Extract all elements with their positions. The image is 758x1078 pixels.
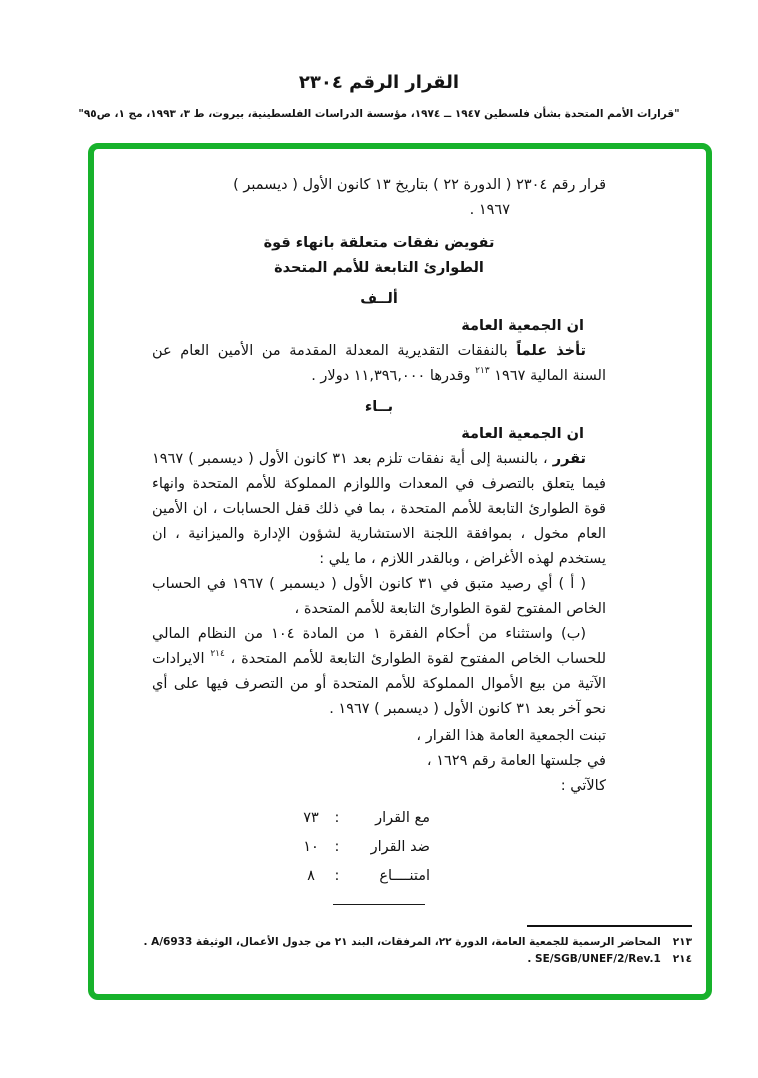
resolution-heading (152, 173, 606, 223)
adoption-line2: في جلستها العامة رقم ١٦٢٩ ، (426, 753, 606, 769)
item-b-text: (ب) واستثناء من أحكام الفقرة ١ من المادة ١٠٤ من النظام المالي للحساب الخاص المفتوح لقوة الطوارئ التابعة للأمم المتحدة ، (152, 626, 607, 667)
footnote-213-text: المحاضر الرسمية للجمعية العامة، الدورة ٢٢، المرفقات، البند ٢١ من جدول الأعمال، الوثيقة A/6933 . (143, 936, 661, 948)
item-b-text-2: الايرادات الآتية من بيع الأموال المملوكة للأمم المتحدة أو من التصرف فيها على أي نحو آخر بعد ٣١ كانون الأول ( ديسمبر ) ١٩٦٧ . (152, 651, 606, 717)
section-a-paragraph (152, 339, 606, 389)
footnote-213 (124, 934, 692, 951)
section-a-label: ألــف (360, 291, 398, 307)
section-a-preamble: ان الجمعية العامة (461, 318, 584, 334)
subject-line2: الطوارئ التابعة للأمم المتحدة (274, 260, 484, 276)
resolution-body (152, 173, 606, 905)
end-of-text-rule (333, 904, 425, 905)
footnote-213-number: ٢١٣ (672, 936, 692, 948)
resolution-border-box (88, 143, 712, 1000)
footnote-separator-rule (527, 925, 692, 927)
footnote-214-number: ٢١٤ (672, 953, 692, 965)
section-a-text: بالنفقات التقديرية المعدلة المقدمة من الأمين العام عن السنة المالية ١٩٦٧ (152, 343, 606, 384)
section-b-label: بــاء (364, 399, 394, 415)
section-b-text: ، بالنسبة إلى أية نفقات تلزم بعد ٣١ كانون الأول ( ديسمبر ) ١٩٦٧ فيما يتعلق بالتصرف في المعدات واللوازم المملوكة للأمم المتحدة وانهاء قوة الطوارئ التابعة للأمم المتحدة ، بما في ذلك قفل الحسابات ، ان الأمين العام مخول ، بموافقة اللجنة الاستشارية لشؤون الإدارة والميزانية ، ان يستخدم لهذه الأغراض ، وبالقدر اللازم ، ما يلي : (152, 451, 606, 567)
section-a-text-2: وقدرها ١١,٣٩٦,٠٠٠ دولار . (311, 368, 476, 384)
vote-row-for (152, 804, 430, 833)
vote-row-abstain (152, 862, 430, 891)
source-citation: "قرارات الأمم المتحدة بشأن فلسطين ١٩٤٧ ــ ١٩٧٤، مؤسسة الدراسات الفلسطينية، بيروت، ط ٣، ١٩٩٣، مج ١، ص٩٥" (78, 108, 680, 120)
adoption-line1: تبنت الجمعية العامة هذا القرار ، (416, 728, 606, 744)
resolution-subject (152, 231, 606, 281)
vote-for-count: ٧٣ (303, 810, 319, 826)
vote-abstain-label: امتنــــاع (379, 868, 430, 884)
footnote-ref-214: ٢١٤ (210, 649, 225, 660)
section-b-item-a: ( أ ) أي رصيد متبق في ٣١ كانون الأول ( ديسمبر ) ١٩٦٧ في الحساب الخاص المفتوح لقوة الطوارئ التابعة للأمم المتحدة ، (152, 576, 606, 617)
resolution-number-title: القرار الرقم ٢٣٠٤ (298, 72, 460, 93)
footnote-214 (124, 951, 692, 968)
adoption-statement (152, 724, 606, 799)
vote-results (152, 804, 606, 891)
section-b-paragraph (152, 447, 606, 572)
footnote-214-text: SE/SGB/UNEF/2/Rev.1 . (527, 953, 661, 965)
vote-against-label: ضد القرار (370, 839, 430, 855)
vote-separator: : (334, 810, 340, 826)
footnote-ref-213: ٢١٣ (475, 366, 490, 377)
resolution-heading-line2: ١٩٦٧ . (469, 202, 510, 218)
vote-separator: : (334, 868, 340, 884)
vote-row-against (152, 833, 430, 862)
document-header (0, 72, 758, 120)
section-b-preamble: ان الجمعية العامة (461, 426, 584, 442)
section-b-lead: تقرر (552, 451, 586, 467)
vote-against-count: ١٠ (303, 839, 319, 855)
vote-for-label: مع القرار (375, 810, 430, 826)
vote-separator: : (334, 839, 340, 855)
vote-abstain-count: ٨ (307, 868, 315, 884)
footnotes-section (124, 925, 692, 968)
section-b-item-b (152, 622, 606, 722)
section-a-lead: تأخذ علماً (516, 343, 586, 359)
adoption-line3: كالآتي : (560, 778, 606, 794)
resolution-heading-line1: قرار رقم ٢٣٠٤ ( الدورة ٢٢ ) بتاريخ ١٣ كانون الأول ( ديسمبر ) (233, 177, 606, 193)
subject-line1: تفويض نفقات متعلقة بانهاء قوة (263, 235, 495, 251)
